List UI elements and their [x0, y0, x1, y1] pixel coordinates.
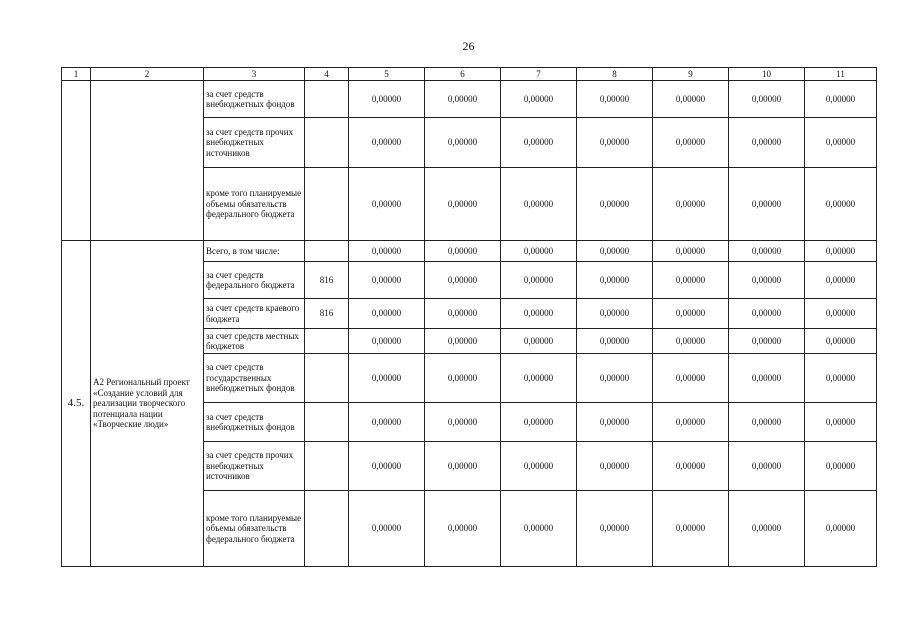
row-description: за счет средств прочих внебюджетных источников — [204, 442, 305, 491]
row-value: 0,00000 — [805, 262, 877, 299]
row-code: 816 — [305, 299, 349, 329]
row-code — [305, 241, 349, 262]
row-value: 0,00000 — [653, 118, 729, 168]
row-code — [305, 329, 349, 354]
column-number: 7 — [501, 68, 577, 81]
name-cell-continued — [91, 81, 204, 241]
column-number: 10 — [729, 68, 805, 81]
row-value: 0,00000 — [729, 118, 805, 168]
row-value: 0,00000 — [729, 491, 805, 567]
row-value: 0,00000 — [349, 299, 425, 329]
row-value: 0,00000 — [425, 168, 501, 241]
row-code — [305, 442, 349, 491]
row-value: 0,00000 — [805, 299, 877, 329]
row-description: за счет средств внебюджетных фондов — [204, 81, 305, 118]
row-value: 0,00000 — [501, 491, 577, 567]
row-value: 0,00000 — [653, 354, 729, 403]
column-number: 9 — [653, 68, 729, 81]
row-description: за счет средств внебюджетных фондов — [204, 403, 305, 442]
column-number: 1 — [62, 68, 91, 81]
row-value: 0,00000 — [425, 241, 501, 262]
row-value: 0,00000 — [425, 442, 501, 491]
row-value: 0,00000 — [653, 329, 729, 354]
row-value: 0,00000 — [805, 442, 877, 491]
row-value: 0,00000 — [805, 81, 877, 118]
row-value: 0,00000 — [729, 168, 805, 241]
row-code — [305, 118, 349, 168]
section-index: 4.5. — [62, 241, 91, 567]
row-value: 0,00000 — [805, 354, 877, 403]
column-number-row — [62, 68, 877, 81]
row-description: за счет средств прочих внебюджетных источников — [204, 118, 305, 168]
row-value: 0,00000 — [349, 241, 425, 262]
column-number: 5 — [349, 68, 425, 81]
row-value: 0,00000 — [349, 118, 425, 168]
row-value: 0,00000 — [501, 241, 577, 262]
row-value: 0,00000 — [729, 262, 805, 299]
row-description: за счет средств местных бюджетов — [204, 329, 305, 354]
row-value: 0,00000 — [653, 262, 729, 299]
row-value: 0,00000 — [577, 403, 653, 442]
row-value: 0,00000 — [577, 299, 653, 329]
row-value: 0,00000 — [577, 241, 653, 262]
row-value: 0,00000 — [729, 442, 805, 491]
row-description: Всего, в том числе: — [204, 241, 305, 262]
row-code — [305, 491, 349, 567]
row-value: 0,00000 — [653, 168, 729, 241]
row-value: 0,00000 — [425, 329, 501, 354]
page-number: 26 — [462, 39, 475, 53]
row-value: 0,00000 — [349, 168, 425, 241]
column-number: 4 — [305, 68, 349, 81]
row-description: кроме того планируемые объемы обязательств федерального бюджета — [204, 168, 305, 241]
row-value: 0,00000 — [577, 118, 653, 168]
row-value: 0,00000 — [501, 299, 577, 329]
row-value: 0,00000 — [349, 403, 425, 442]
row-value: 0,00000 — [425, 299, 501, 329]
row-value: 0,00000 — [729, 299, 805, 329]
table-row — [62, 81, 877, 118]
row-value: 0,00000 — [653, 403, 729, 442]
column-number: 8 — [577, 68, 653, 81]
row-value: 0,00000 — [425, 491, 501, 567]
row-value: 0,00000 — [805, 168, 877, 241]
row-value: 0,00000 — [805, 403, 877, 442]
table-row — [62, 241, 877, 262]
row-value: 0,00000 — [501, 168, 577, 241]
row-value: 0,00000 — [577, 168, 653, 241]
row-code — [305, 168, 349, 241]
row-value: 0,00000 — [805, 118, 877, 168]
column-number: 6 — [425, 68, 501, 81]
row-value: 0,00000 — [805, 491, 877, 567]
row-value: 0,00000 — [653, 442, 729, 491]
row-value: 0,00000 — [501, 329, 577, 354]
row-value: 0,00000 — [501, 262, 577, 299]
row-value: 0,00000 — [805, 329, 877, 354]
row-value: 0,00000 — [501, 354, 577, 403]
row-value: 0,00000 — [349, 329, 425, 354]
row-value: 0,00000 — [577, 81, 653, 118]
budget-table — [61, 67, 877, 567]
row-description: кроме того планируемые объемы обязательств федерального бюджета — [204, 491, 305, 567]
row-value: 0,00000 — [577, 442, 653, 491]
row-value: 0,00000 — [425, 262, 501, 299]
row-value: 0,00000 — [577, 262, 653, 299]
column-number: 2 — [91, 68, 204, 81]
row-value: 0,00000 — [577, 329, 653, 354]
row-value: 0,00000 — [577, 354, 653, 403]
row-value: 0,00000 — [349, 81, 425, 118]
row-value: 0,00000 — [653, 241, 729, 262]
column-number: 11 — [805, 68, 877, 81]
row-description: за счет средств государственных внебюджетных фондов — [204, 354, 305, 403]
row-value: 0,00000 — [577, 491, 653, 567]
row-code — [305, 354, 349, 403]
row-value: 0,00000 — [805, 241, 877, 262]
row-value: 0,00000 — [349, 491, 425, 567]
section-name: А2 Региональный проект «Создание условий для реализации творческого потенциала нации «Творческие люди» — [91, 241, 204, 567]
row-value: 0,00000 — [729, 329, 805, 354]
row-value: 0,00000 — [501, 442, 577, 491]
row-value: 0,00000 — [653, 81, 729, 118]
row-code — [305, 403, 349, 442]
row-code: 816 — [305, 262, 349, 299]
row-value: 0,00000 — [349, 442, 425, 491]
row-value: 0,00000 — [349, 354, 425, 403]
row-value: 0,00000 — [729, 354, 805, 403]
row-value: 0,00000 — [501, 118, 577, 168]
row-value: 0,00000 — [729, 241, 805, 262]
row-value: 0,00000 — [501, 81, 577, 118]
row-value: 0,00000 — [425, 118, 501, 168]
row-value: 0,00000 — [501, 403, 577, 442]
row-description: за счет средств краевого бюджета — [204, 299, 305, 329]
row-value: 0,00000 — [729, 81, 805, 118]
row-value: 0,00000 — [729, 403, 805, 442]
row-value: 0,00000 — [425, 81, 501, 118]
row-value: 0,00000 — [425, 354, 501, 403]
row-code — [305, 81, 349, 118]
row-value: 0,00000 — [653, 299, 729, 329]
row-value: 0,00000 — [349, 262, 425, 299]
column-number: 3 — [204, 68, 305, 81]
row-description: за счет средств федерального бюджета — [204, 262, 305, 299]
row-value: 0,00000 — [425, 403, 501, 442]
index-cell-continued — [62, 81, 91, 241]
row-value: 0,00000 — [653, 491, 729, 567]
